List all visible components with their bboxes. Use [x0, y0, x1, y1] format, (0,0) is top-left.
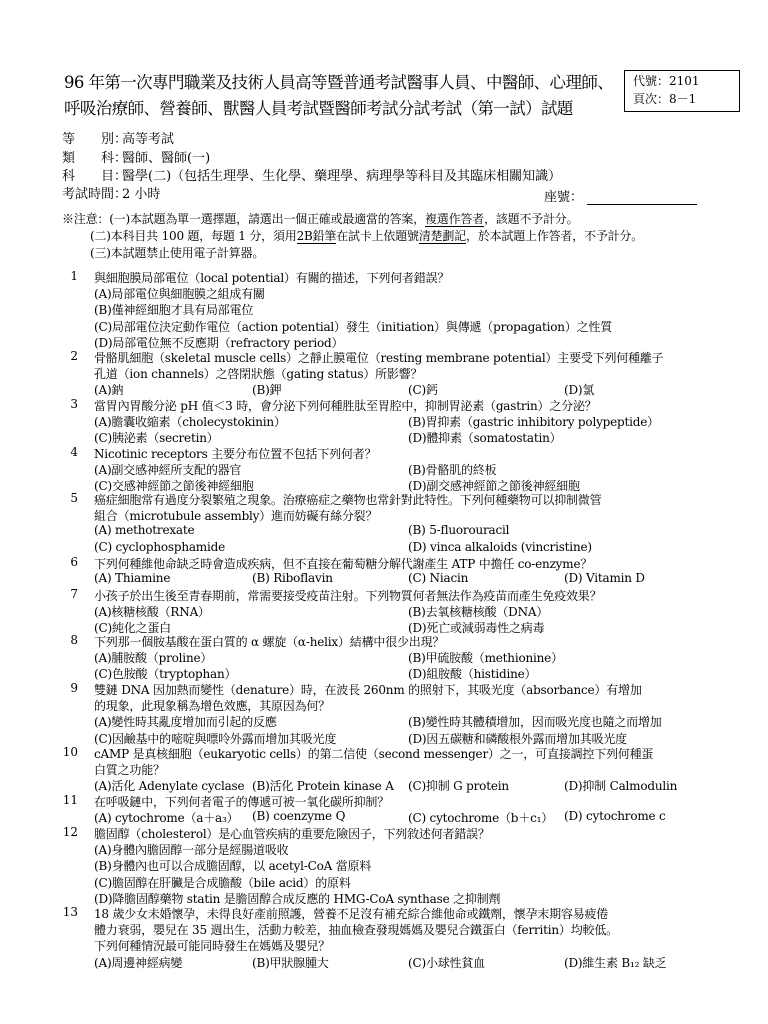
answer-option: (A)核糖核酸（RNA）: [94, 605, 210, 620]
title-line-1: 96 年第一次專門職業及技術人員高等暨普通考試醫事人員、中醫師、心理師、: [64, 73, 614, 92]
notice-1: [62, 210, 578, 228]
question-text: 與細胞膜局部電位（local potential）有關的描述，下列何者錯誤？: [94, 271, 450, 285]
question-number: 13: [62, 905, 78, 919]
answer-option: (C)鈣: [408, 383, 438, 398]
subject-label: 科 目：: [62, 169, 128, 184]
answer-option: (C)純化之蛋白: [94, 621, 171, 636]
answer-option: (A) methotrexate: [94, 523, 195, 538]
answer-option: (C) cyclophosphamide: [94, 539, 226, 554]
notice-1-pre: ※注意：(一)本試題為單一選擇題，請選出一個正確或最適當的答案，: [62, 212, 425, 226]
question-number: 4: [70, 445, 78, 459]
answer-option: (A)周邊神經病變: [94, 955, 183, 970]
question-text: 18 歲少女未婚懷孕，未得良好產前照護，營養不足沒有補充綜合維他命或鐵劑，懷孕末期容易疲倦: [94, 907, 609, 921]
answer-option: (B)鉀: [252, 383, 282, 398]
level-label: 等 別：: [62, 132, 128, 147]
meta-category: [62, 149, 210, 169]
subject-value: 醫學(二)（包括生理學、生化學、藥理學、病理學等科目及其臨床相關知識）: [122, 169, 562, 184]
answer-option: (A)副交感神經所支配的器官: [94, 463, 242, 478]
answer-option: (B)胃抑素（gastric inhibitory polypeptide）: [408, 415, 659, 430]
question-number: 10: [62, 745, 78, 759]
question-number: 9: [70, 681, 78, 695]
notice-2-mid: 在試卡上依題號: [336, 229, 419, 243]
page-count: 頁次：8－1: [633, 92, 697, 106]
answer-option: (A)活化 Adenylate cyclase: [94, 779, 245, 794]
answer-option: (B)去氧核糖核酸（DNA）: [408, 605, 549, 620]
question-text: Nicotinic receptors 主要分布位置不包括下列何者？: [94, 447, 377, 461]
answer-option: (A) cytochrome（a＋a₃）: [94, 811, 239, 826]
question-number: 7: [70, 587, 78, 601]
answer-option: (D)降膽固醇藥物 statin 是膽固醇合成反應的 HMG-CoA synthase 之抑制劑: [94, 891, 501, 906]
question-number: 2: [70, 349, 78, 363]
question-text: 骨骼肌細胞（skeletal muscle cells）之靜止膜電位（resting membrane potential）主要受下列何種離子: [94, 351, 664, 365]
answer-option: (B)僅神經細胞才具有局部電位: [94, 303, 254, 318]
answer-option: (D)因五碳糖和磷酸根外露而增加其吸光度: [408, 731, 627, 746]
question-text: 組合（microtubule assembly）進而妨礙有絲分裂？: [94, 509, 378, 524]
question-number: 12: [62, 825, 78, 839]
meta-level: [62, 130, 174, 150]
answer-option: (D) vinca alkaloids (vincristine): [408, 539, 592, 554]
notice-2: [90, 227, 643, 245]
meta-time: [62, 185, 160, 205]
notice-2-post: ，於本試題上作答者，不予計分。: [466, 229, 644, 243]
notice-2-pre: (二)本科目共 100 題，每題 1 分，須用: [90, 229, 297, 243]
answer-option: (B)骨骼肌的終板: [408, 463, 497, 478]
answer-option: (D)副交感神經節之節後神經細胞: [408, 479, 580, 494]
answer-option: (C)小球性貧血: [408, 955, 485, 970]
answer-option: (A) Thiamine: [94, 571, 171, 586]
question-number: 1: [70, 269, 78, 283]
answer-option: (A)變性時其亂度增加而引起的反應: [94, 715, 277, 730]
question-text: 膽固醇（cholesterol）是心血管疾病的重要危險因子，下列敘述何者錯誤？: [94, 827, 490, 841]
title-line-2: 呼吸治療師、營養師、獸醫人員考試暨醫師考試分試考試（第一試）試題: [64, 99, 573, 118]
answer-option: (C)色胺酸（tryptophan）: [94, 667, 237, 682]
answer-option: (D)維生素 B₁₂ 缺乏: [564, 955, 667, 970]
notice-1-underlined: 複選作答者: [424, 212, 484, 226]
question-text: 白質之功能？: [94, 763, 165, 778]
answer-option: (A)局部電位與細胞膜之組成有關: [94, 287, 265, 302]
answer-option: (A)膽囊收縮素（cholecystokinin）: [94, 415, 286, 430]
answer-option: (C)膽固醇在肝臟是合成膽酸（bile acid）的原料: [94, 875, 351, 890]
question-text: 在呼吸鏈中，下列何者電子的傳遞可被一氧化碳所抑制？: [94, 795, 390, 809]
notice-2-underlined-2: 清楚劃記: [418, 229, 467, 243]
meta-subject: [62, 167, 561, 187]
answer-option: (D)氯: [564, 383, 595, 398]
answer-option: (D) cytochrome c: [564, 809, 666, 824]
question-text: 當胃內胃酸分泌 pH 值＜3 時，會分泌下列何種胜肽至胃腔中，抑制胃泌素（gastrin）之分泌？: [94, 399, 597, 413]
notice-1-post: ，該題不予計分。: [483, 212, 579, 226]
answer-option: (D)死亡或減弱毒性之病毒: [408, 621, 545, 636]
answer-option: (D) Vitamin D: [564, 571, 645, 586]
question-text: 下列何種情況最可能同時發生在媽媽及嬰兒？: [94, 939, 331, 954]
answer-option: (C)抑制 G protein: [408, 779, 509, 794]
answer-option: (B) Riboflavin: [252, 571, 333, 586]
level-value: 高等考試: [122, 132, 175, 147]
answer-option: (B)變性時其體積增加，因而吸光度也隨之而增加: [408, 715, 662, 730]
answer-option: (D)組胺酸（histidine）: [408, 667, 537, 682]
category-value: 醫師、醫師(一): [122, 151, 211, 166]
seat-number-field: [544, 186, 697, 205]
question-text: 下列何種維他命缺乏時會造成疾病，但不直接在葡萄糖分解代謝產生 ATP 中擔任 co-enzyme？: [94, 557, 593, 571]
answer-option: (C) cytochrome（b＋c₁）: [408, 811, 554, 826]
notice-3: (三)本試題禁止使用電子計算器。: [90, 246, 265, 260]
question-text: 癌症細胞常有過度分裂繁殖之現象。治療癌症之藥物也常針對此特性。下列何種藥物可以抑制微管: [94, 493, 602, 507]
answer-option: (B)甲狀腺腫大: [252, 955, 329, 970]
time-label: 考試時間：: [62, 187, 128, 202]
question-number: 5: [70, 491, 78, 505]
answer-option: (B) coenzyme Q: [252, 809, 346, 824]
answer-option: (C)局部電位決定動作電位（action potential）發生（initiation）與傳遞（propagation）之性質: [94, 319, 613, 334]
question-text: 下列那一個胺基酸在蛋白質的 α 螺旋（α-helix）結構中很少出現？: [94, 635, 445, 649]
answer-option: (A)脯胺酸（proline）: [94, 651, 213, 666]
question-text: 體力衰弱，嬰兒在 35 週出生，活動力較差，抽血檢查發現媽媽及嬰兒合鐵蛋白（ferritin）均較低。: [94, 923, 618, 938]
answer-option: (C)交感神經節之節後神經細胞: [94, 479, 254, 494]
question-number: 3: [70, 397, 78, 411]
question-text: 孔道（ion channels）之啓閉狀態（gating status）所影響？: [94, 367, 423, 382]
answer-option: (A)鈉: [94, 383, 124, 398]
seat-blank-line: [587, 190, 697, 205]
answer-option: (D)抑制 Calmodulin: [564, 779, 678, 794]
exam-code: 代號：2101: [633, 74, 700, 88]
question-number: 8: [70, 633, 78, 647]
question-number: 11: [62, 793, 78, 807]
answer-option: (A)身體內膽固醇一部分是經腸道吸收: [94, 843, 289, 858]
answer-option: (C)因鹼基中的嘧啶與嘌呤外露而增加其吸光度: [94, 731, 337, 746]
answer-option: (B)身體內也可以合成膽固醇，以 acetyl-CoA 當原料: [94, 859, 372, 874]
category-label: 類 科：: [62, 151, 128, 166]
time-value: 2 小時: [122, 187, 161, 202]
question-text: 小孩子於出生後至青春期前，常需要接受疫苗注射。下列物質何者無法作為疫苗而產生免疫效果？: [94, 589, 602, 603]
seat-label: 座號：: [544, 190, 584, 205]
answer-option: (C) Niacin: [408, 571, 469, 586]
answer-option: (D)體抑素（somatostatin）: [408, 431, 562, 446]
question-text: cAMP 是真核細胞（eukaryotic cells）的第二信使（second messenger）之一，可直接調控下列何種蛋: [94, 747, 654, 761]
question-number: 6: [70, 555, 78, 569]
answer-option: (D)局部電位無不反應期（refractory period）: [94, 335, 344, 350]
answer-option: (B) 5-fluorouracil: [408, 523, 510, 538]
question-text: 雙鏈 DNA 因加熱而變性（denature）時，在波長 260nm 的照射下，其吸光度（absorbance）有增加: [94, 683, 642, 697]
question-text: 的現象，此現象稱為增色效應，其原因為何？: [94, 699, 331, 714]
answer-option: (B)活化 Protein kinase A: [252, 779, 394, 794]
answer-option: (C)胰泌素（secretin）: [94, 431, 219, 446]
notice-2-underlined: 2B鉛筆: [296, 229, 337, 243]
answer-option: (B)甲硫胺酸（methionine）: [408, 651, 563, 666]
code-box: [624, 70, 740, 112]
exam-title: [64, 70, 620, 122]
